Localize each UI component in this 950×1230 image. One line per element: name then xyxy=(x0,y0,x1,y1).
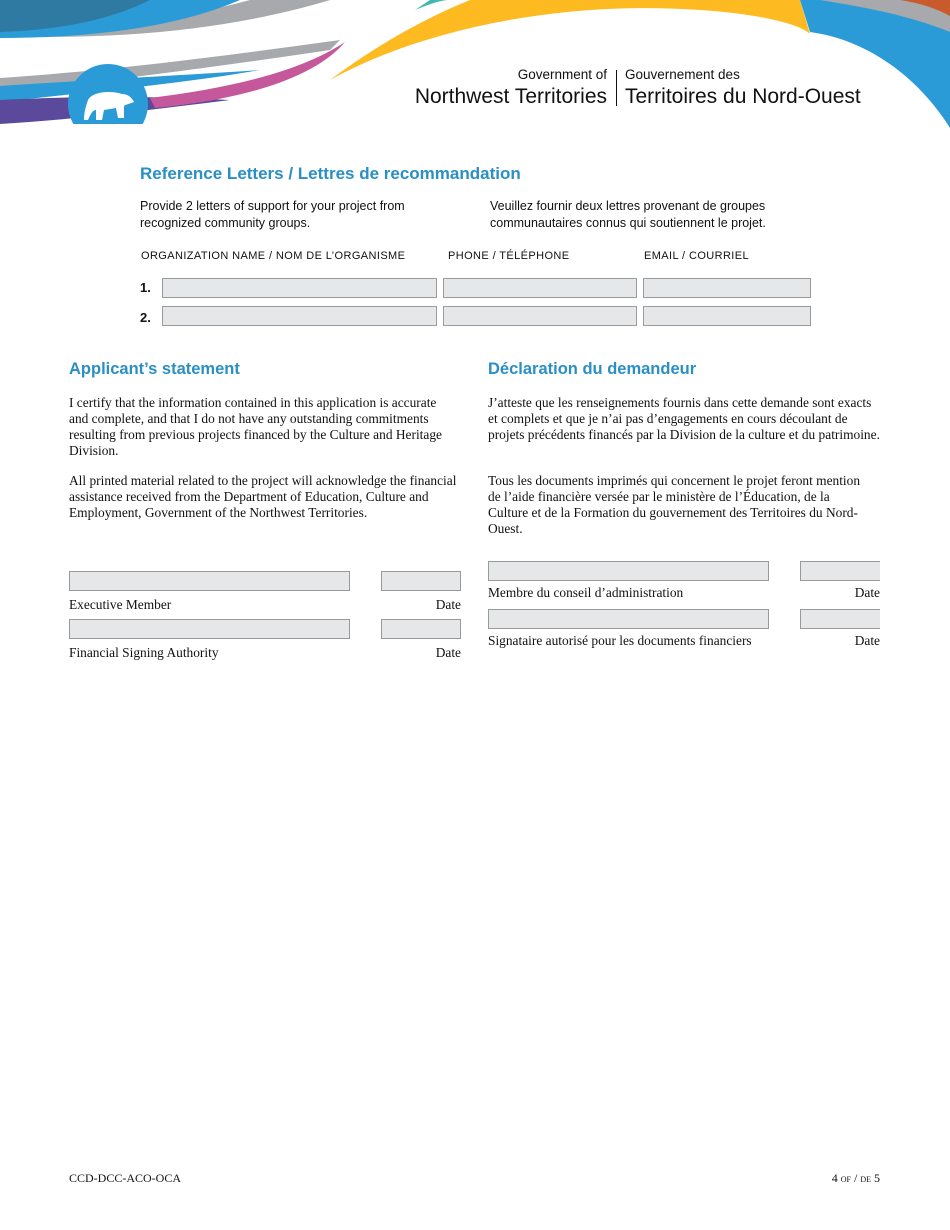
header-divider xyxy=(616,70,617,106)
board-member-signature-field[interactable] xyxy=(488,561,769,581)
statement-fr-paragraph-2: Tous les documents imprimés qui concernent le projet feront mention de l’aide financière versée par le ministère de l’Éducation, de la Culture et de la Formation du gouvernement des Territoires du Nord-Ouest. xyxy=(488,473,861,536)
financial-signatory-label: Signataire autorisé pour les documents financiers xyxy=(488,633,752,648)
reference-1-organization-field[interactable] xyxy=(162,278,437,298)
financial-authority-signature-field[interactable] xyxy=(69,619,350,639)
gov-fr-line1: Gouvernement des xyxy=(625,67,740,82)
financial-signatory-date-field[interactable] xyxy=(800,609,880,629)
reference-row-number: 1. xyxy=(140,280,151,295)
column-header-email: EMAIL / COURRIEL xyxy=(644,250,750,262)
column-header-phone: PHONE / TÉLÉPHONE xyxy=(448,250,570,262)
government-name-fr xyxy=(625,68,861,107)
reference-letters-title: Reference Letters / Lettres de recommandation xyxy=(140,164,521,183)
swoosh-teal xyxy=(415,0,450,10)
reference-instructions-en: Provide 2 letters of support for your project from recognized community groups. xyxy=(140,199,405,230)
reference-1-phone-field[interactable] xyxy=(443,278,637,298)
board-member-date-field[interactable] xyxy=(800,561,880,581)
statement-fr-paragraph-1: J’atteste que les renseignements fournis dans cette demande sont exacts et complets et que je n’ai pas d’engagements en cours découlant de projets précédents financés par la Division de la culture et du patrimoine. xyxy=(488,395,880,442)
executive-member-label: Executive Member xyxy=(69,597,172,612)
gov-en-line2: Northwest Territories xyxy=(414,84,607,108)
reference-2-email-field[interactable] xyxy=(643,306,811,326)
column-header-organization: ORGANIZATION NAME / NOM DE L’ORGANISME xyxy=(141,250,406,262)
financial-signatory-signature-field[interactable] xyxy=(488,609,769,629)
executive-member-date-field[interactable] xyxy=(381,571,461,591)
board-member-label: Membre du conseil d’administration xyxy=(488,585,684,600)
reference-2-phone-field[interactable] xyxy=(443,306,637,326)
form-code: CCD-DCC-ACO-OCA xyxy=(69,1171,182,1185)
date-label: Date xyxy=(854,585,880,600)
date-label: Date xyxy=(435,597,461,612)
reference-2-organization-field[interactable] xyxy=(162,306,437,326)
statement-en-paragraph-1: I certify that the information contained in this application is accurate and complete, and that I do not have any outstanding commitments resulting from previous projects financed by the Culture and Heritage Division. xyxy=(69,395,442,458)
applicant-statement-title-en: Applicant’s statement xyxy=(69,360,240,378)
date-label: Date xyxy=(435,645,461,660)
financial-authority-label: Financial Signing Authority xyxy=(69,645,219,660)
gov-en-line1: Government of xyxy=(517,67,607,82)
applicant-statement-title-fr: Déclaration du demandeur xyxy=(488,360,697,378)
gov-fr-line2: Territoires du Nord-Ouest xyxy=(625,84,861,108)
statement-en-paragraph-2: All printed material related to the project will acknowledge the financial assistance received from the Department of Education, Culture and Employment, Government of the Northwest Territories. xyxy=(69,473,457,520)
financial-authority-date-field[interactable] xyxy=(381,619,461,639)
reference-1-email-field[interactable] xyxy=(643,278,811,298)
page-number: 4 of / de 5 xyxy=(831,1171,880,1185)
government-name-en xyxy=(415,68,607,107)
executive-member-signature-field[interactable] xyxy=(69,571,350,591)
date-label: Date xyxy=(854,633,880,648)
reference-instructions-fr: Veuillez fournir deux lettres provenant de groupes communautaires connus qui soutiennent le projet. xyxy=(490,199,766,230)
reference-row-number: 2. xyxy=(140,310,151,325)
